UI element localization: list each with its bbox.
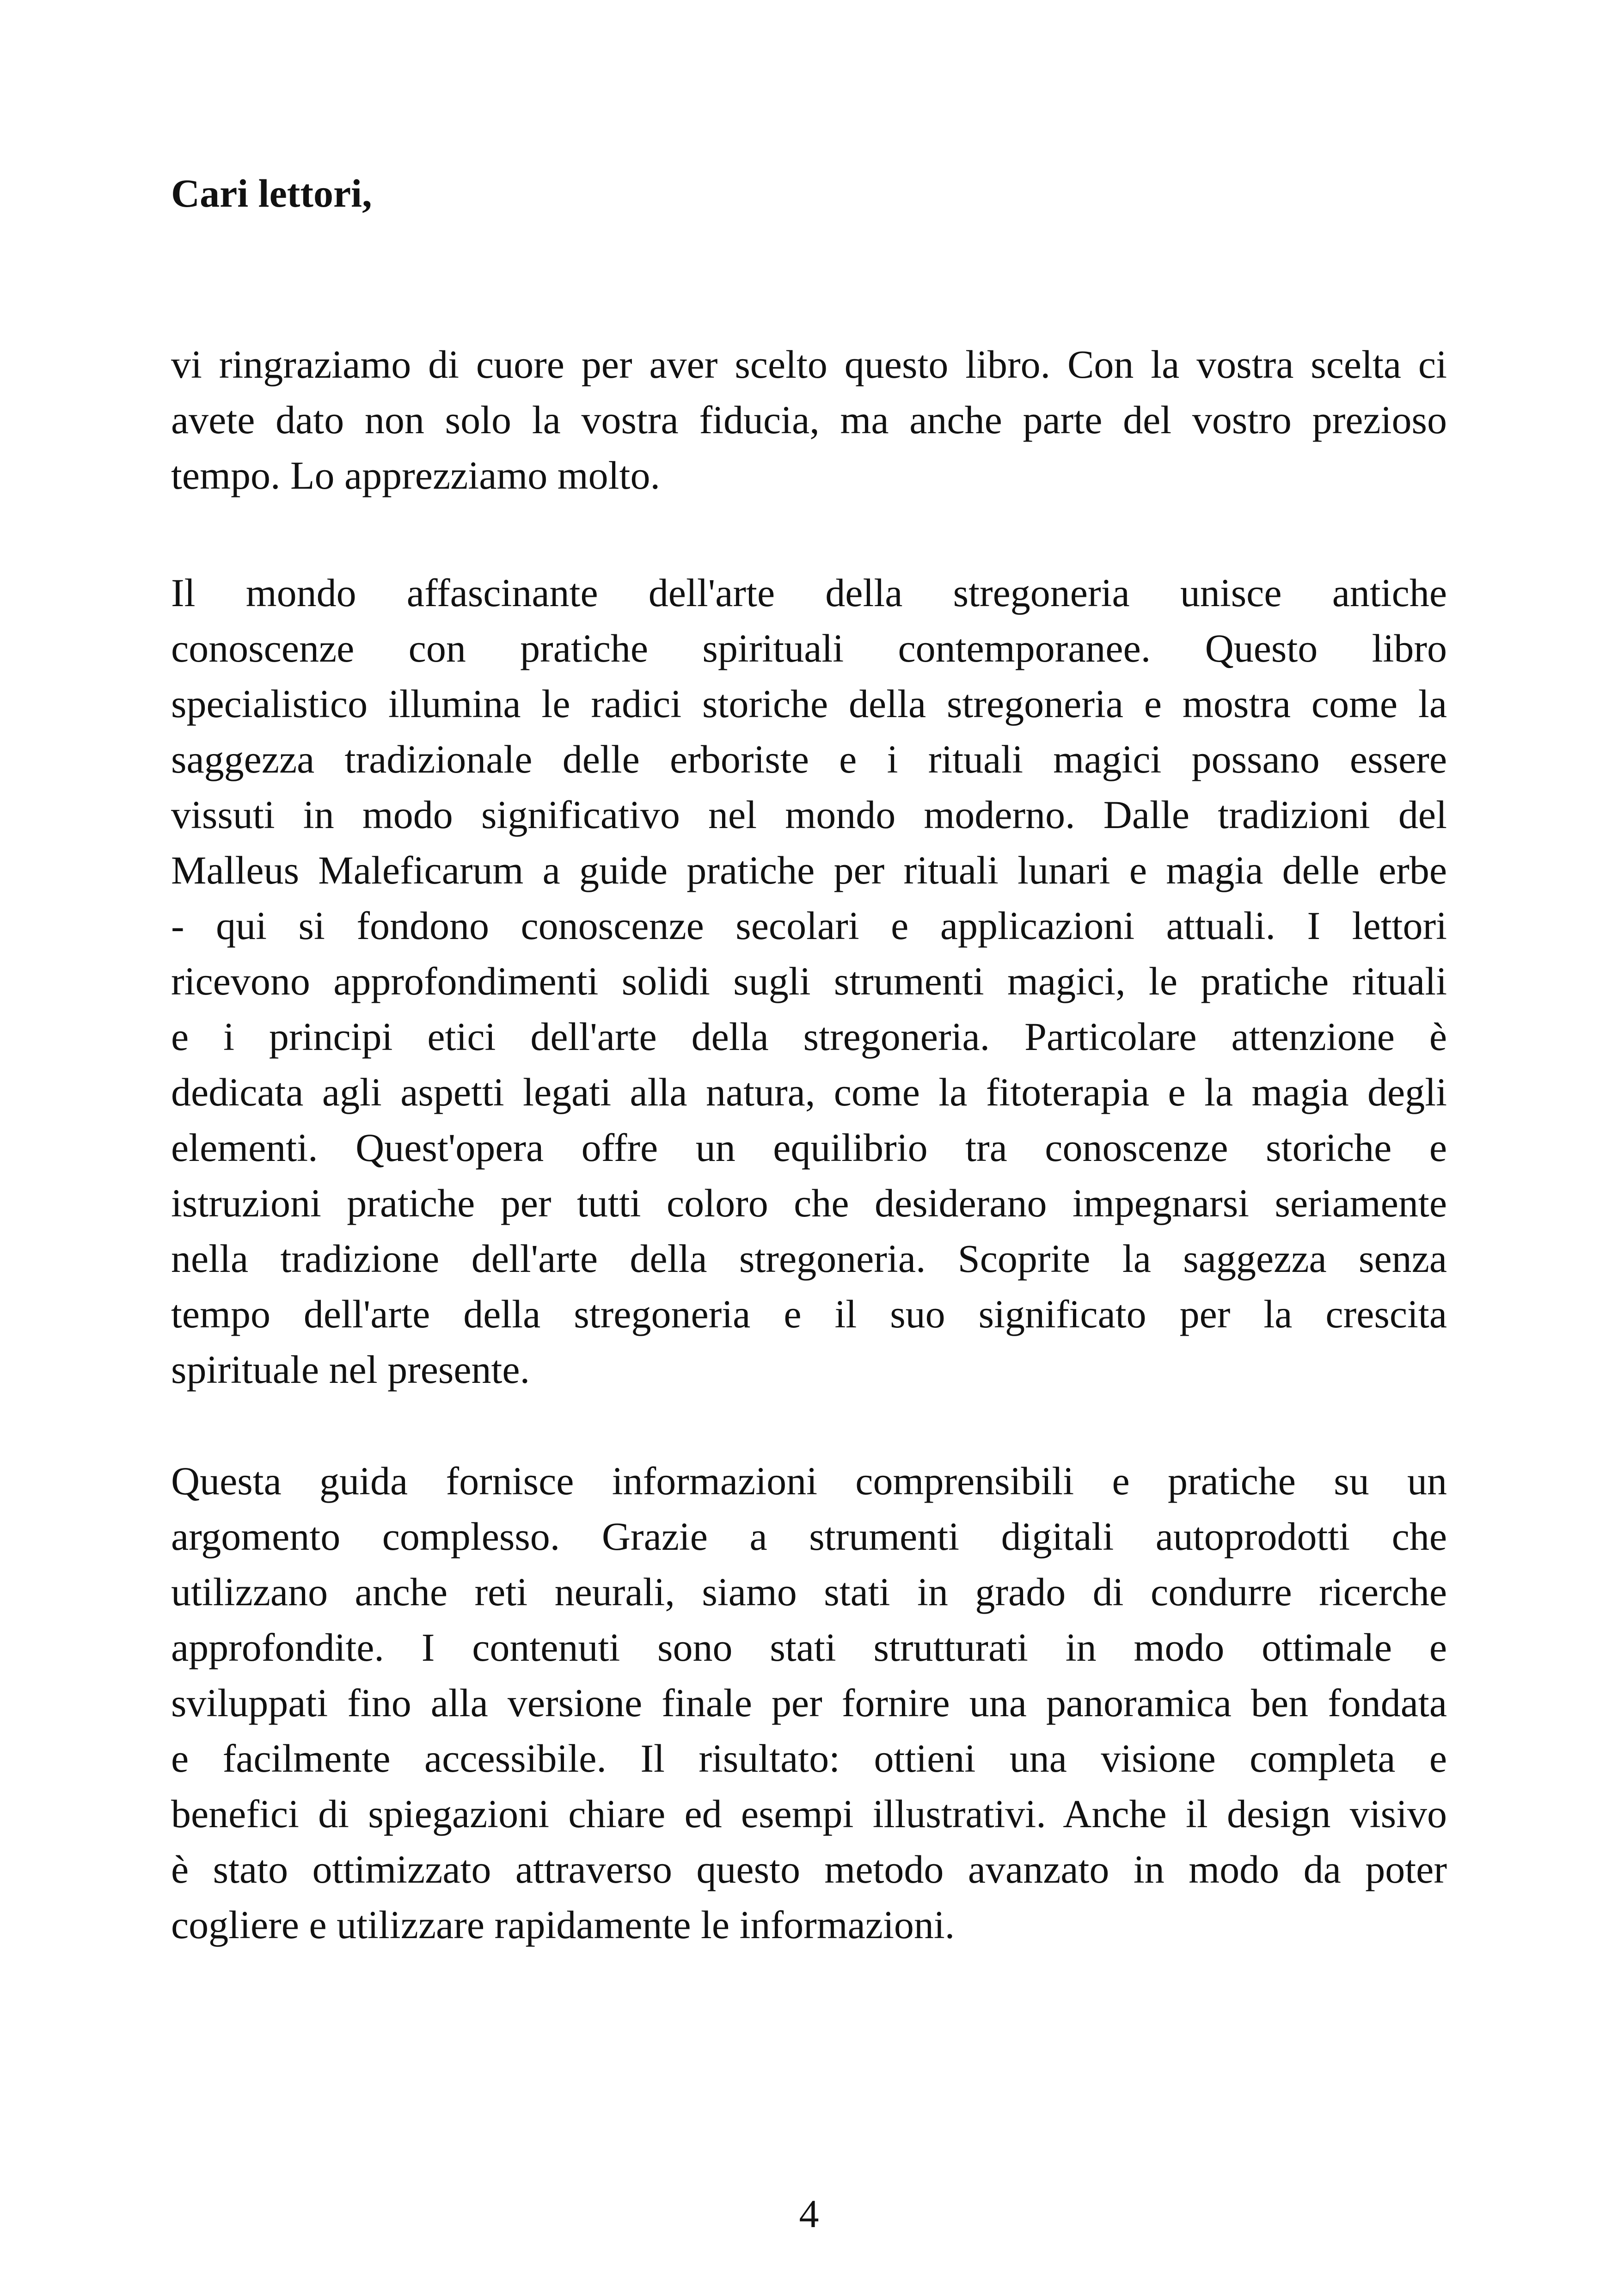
- paragraph-line: sviluppati fino alla versione finale per fornire una panoramica ben fondata: [171, 1681, 1447, 1725]
- paragraph-line: - qui si fondono conoscenze secolari e applicazioni attuali. I lettori: [171, 903, 1447, 948]
- paragraph-line: avete dato non solo la vostra fiducia, ma anche parte del vostro prezioso: [171, 398, 1447, 442]
- paragraph-line: vissuti in modo significativo nel mondo moderno. Dalle tradizioni del: [171, 792, 1447, 837]
- paragraph-line: Questa guida fornisce informazioni comprensibili e pratiche su un: [171, 1459, 1447, 1503]
- paragraph-line: tempo dell'arte della stregoneria e il suo significato per la crescita: [171, 1292, 1447, 1336]
- paragraph-line: approfondite. I contenuti sono stati strutturati in modo ottimale e: [171, 1625, 1447, 1670]
- paragraph-line: vi ringraziamo di cuore per aver scelto questo libro. Con la vostra scelta ci: [171, 342, 1447, 387]
- paragraph-line: istruzioni pratiche per tutti coloro che desiderano impegnarsi seriamente: [171, 1181, 1447, 1225]
- paragraph-line: e facilmente accessibile. Il risultato: ottieni una visione completa e: [171, 1736, 1447, 1780]
- paragraph-line: Il mondo affascinante dell'arte della stregoneria unisce antiche: [171, 571, 1447, 615]
- paragraph-line: conoscenze con pratiche spirituali contemporanee. Questo libro: [171, 626, 1447, 670]
- paragraph-line: è stato ottimizzato attraverso questo metodo avanzato in modo da poter: [171, 1847, 1447, 1891]
- paragraph-thanks: [171, 337, 1447, 503]
- paragraph-book-description: [171, 565, 1447, 1397]
- paragraph-line: dedicata agli aspetti legati alla natura, come la fitoterapia e la magia degli: [171, 1070, 1447, 1114]
- paragraph-line: cogliere e utilizzare rapidamente le informazioni.: [171, 1903, 955, 1947]
- paragraph-line: benefici di spiegazioni chiare ed esempi illustrativi. Anche il design visivo: [171, 1792, 1447, 1836]
- paragraph-line: tempo. Lo apprezziamo molto.: [171, 453, 660, 497]
- paragraph-line: saggezza tradizionale delle erboriste e i rituali magici possano essere: [171, 737, 1447, 781]
- paragraph-line: specialistico illumina le radici storiche della stregoneria e mostra come la: [171, 681, 1447, 726]
- paragraph-guide-method: [171, 1453, 1447, 1952]
- paragraph-line: nella tradizione dell'arte della stregoneria. Scoprite la saggezza senza: [171, 1236, 1447, 1281]
- page-number: 4: [799, 2192, 819, 2236]
- paragraph-line: Malleus Maleficarum a guide pratiche per rituali lunari e magia delle erbe: [171, 848, 1447, 892]
- paragraph-line: e i principi etici dell'arte della stregoneria. Particolare attenzione è: [171, 1014, 1447, 1059]
- paragraph-line: argomento complesso. Grazie a strumenti digitali autoprodotti che: [171, 1514, 1447, 1559]
- paragraph-line: spirituale nel presente.: [171, 1347, 530, 1392]
- paragraph-line: utilizzano anche reti neurali, siamo stati in grado di condurre ricerche: [171, 1570, 1447, 1614]
- paragraph-line: ricevono approfondimenti solidi sugli strumenti magici, le pratiche rituali: [171, 959, 1447, 1003]
- greeting-heading: Cari lettori,: [171, 171, 372, 215]
- paragraph-line: elementi. Quest'opera offre un equilibrio tra conoscenze storiche e: [171, 1125, 1447, 1170]
